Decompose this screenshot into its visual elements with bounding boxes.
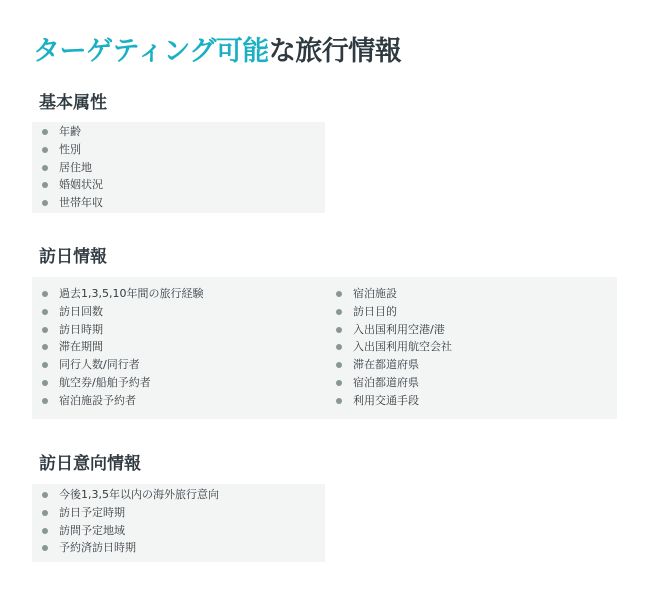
list-item xyxy=(41,522,219,540)
bullet-icon xyxy=(42,510,48,516)
bullet-icon xyxy=(42,147,48,153)
list-item xyxy=(335,392,452,410)
list-item-label: 訪日時期 xyxy=(59,322,103,336)
list-item xyxy=(41,123,103,141)
list-item xyxy=(41,539,219,557)
section-heading-visit: 訪日情報 xyxy=(39,247,107,267)
list-item-label: 入出国利用空港/港 xyxy=(353,322,445,336)
list-item-label: 訪日目的 xyxy=(353,304,397,318)
section-heading-intent: 訪日意向情報 xyxy=(39,454,141,474)
visit-intent-list xyxy=(41,486,219,557)
bullet-icon xyxy=(336,344,342,350)
list-item-label: 利用交通手段 xyxy=(353,393,419,407)
basic-attributes-list xyxy=(41,123,103,212)
list-item-label: 入出国利用航空会社 xyxy=(353,340,452,354)
bullet-icon xyxy=(42,545,48,551)
list-item xyxy=(41,392,203,410)
list-item-label: 居住地 xyxy=(59,160,92,174)
list-item xyxy=(41,504,219,522)
list-item-label: 世帯年収 xyxy=(59,196,103,210)
bullet-icon xyxy=(42,398,48,404)
page-title-rest: な旅行情報 xyxy=(268,36,402,67)
visit-intent-box xyxy=(32,484,325,562)
visit-info-list-right xyxy=(335,285,452,410)
list-item xyxy=(41,285,203,303)
list-item-label: 宿泊都道府県 xyxy=(353,375,419,389)
list-item xyxy=(41,176,103,194)
visit-info-list-left xyxy=(41,285,203,410)
list-item-label: 予約済訪日時期 xyxy=(59,541,136,555)
section-heading-basic: 基本属性 xyxy=(39,93,107,113)
list-item-label: 航空券/船舶予約者 xyxy=(59,375,151,389)
bullet-icon xyxy=(42,200,48,206)
visit-info-box xyxy=(32,277,617,419)
bullet-icon xyxy=(42,380,48,386)
bullet-icon xyxy=(42,309,48,315)
bullet-icon xyxy=(336,309,342,315)
list-item xyxy=(41,303,203,321)
list-item xyxy=(41,159,103,177)
list-item xyxy=(41,321,203,339)
basic-attributes-box xyxy=(32,122,325,213)
list-item-label: 訪問予定地域 xyxy=(59,523,125,537)
list-item xyxy=(41,374,203,392)
bullet-icon xyxy=(42,327,48,333)
bullet-icon xyxy=(42,182,48,188)
list-item-label: 訪日回数 xyxy=(59,304,103,318)
list-item xyxy=(335,338,452,356)
list-item-label: 滞在都道府県 xyxy=(353,358,419,372)
list-item-label: 年齢 xyxy=(59,125,81,138)
list-item xyxy=(41,141,103,159)
list-item xyxy=(335,356,452,374)
list-item-label: 性別 xyxy=(59,142,81,156)
bullet-icon xyxy=(336,398,342,404)
bullet-icon xyxy=(42,165,48,171)
list-item xyxy=(41,486,219,504)
list-item-label: 同行人数/同行者 xyxy=(59,358,140,372)
page-title-accent: ターゲティング可能 xyxy=(33,36,269,67)
bullet-icon xyxy=(336,380,342,386)
list-item xyxy=(41,338,203,356)
bullet-icon xyxy=(42,362,48,368)
list-item-label: 宿泊施設予約者 xyxy=(59,393,136,407)
list-item-label: 過去1,3,5,10年間の旅行経験 xyxy=(59,287,204,300)
list-item xyxy=(41,356,203,374)
list-item xyxy=(335,303,452,321)
list-item xyxy=(335,374,452,392)
bullet-icon xyxy=(42,129,48,135)
bullet-icon xyxy=(42,291,48,297)
bullet-icon xyxy=(336,291,342,297)
bullet-icon xyxy=(336,362,342,368)
page-title xyxy=(33,34,401,70)
list-item xyxy=(335,285,452,303)
list-item-label: 今後1,3,5年以内の海外旅行意向 xyxy=(59,488,219,501)
list-item-label: 婚姻状況 xyxy=(59,178,103,192)
list-item xyxy=(335,321,452,339)
list-item-label: 滞在期間 xyxy=(59,340,103,354)
list-item-label: 宿泊施設 xyxy=(353,287,397,300)
list-item xyxy=(41,194,103,212)
bullet-icon xyxy=(42,492,48,498)
bullet-icon xyxy=(336,327,342,333)
bullet-icon xyxy=(42,344,48,350)
list-item-label: 訪日予定時期 xyxy=(59,505,125,519)
bullet-icon xyxy=(42,528,48,534)
